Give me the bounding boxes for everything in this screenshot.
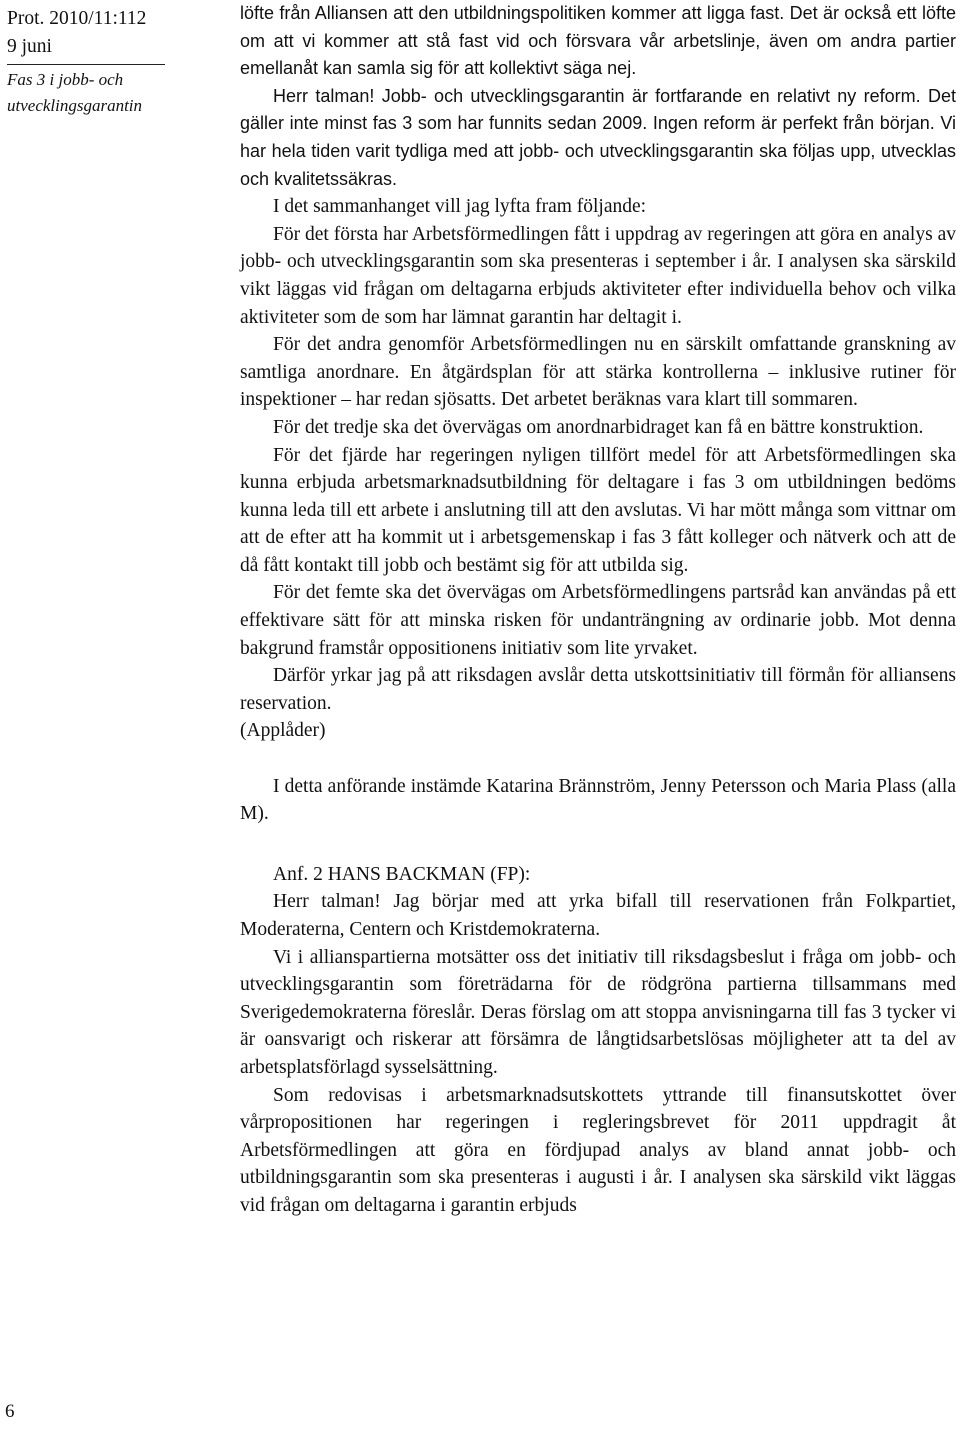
paragraph: För det andra genomför Arbetsförmedlingen nu en särskilt omfattande granskning av samtliga anordnare. En åtgärdsplan för att stärka kontrollerna – inklusive rutiner för inspektioner – har redan sjösatts. Det arbetet beräknas vara klart till sommaren.: [240, 334, 956, 411]
concurrence-note: I detta anförande instämde Katarina Brännström, Jenny Petersson och Maria Plass (alla M).: [240, 775, 956, 825]
protocol-date: 9 juni: [7, 36, 52, 57]
paragraph: Som redovisas i arbetsmarknadsutskottets yttrande till finansutskottet över vårpropositionen har regeringen i regleringsbrevet för 2011 uppdragit åt Arbetsförmedlingen att göra en fördjupad analys av bland annat jobb- och utbildningsgarantin som ska presenteras i augusti i år. I analysen ska särskild vikt läggas vid frågan om deltagarna i garantin erbjuds: [240, 1084, 956, 1216]
paragraph: Herr talman! Jobb- och utvecklingsgarantin är fortfarande en relativt ny reform. Det gäller inte minst fas 3 som har funnits sedan 2009. Ingen reform är perfekt från början. Vi har hela tiden varit tydliga med att jobb- och utvecklingsgarantin ska följas upp, utvecklas och kvalitetssäkras.: [240, 85, 956, 189]
spacer: [240, 745, 956, 773]
margin-topic: [7, 67, 222, 119]
topic-line: utvecklingsgarantin: [7, 96, 143, 115]
paragraph: löfte från Alliansen att den utbildningspolitiken kommer att ligga fast. Det är också ett löfte om att vi kommer att stå fast vid och försvara vår arbetslinje, även om andra partier emellanåt kan samla sig för att kollektivt säga nej.: [240, 3, 956, 79]
header-rule: [7, 64, 165, 65]
paragraph: För det femte ska det övervägas om Arbetsförmedlingens partsråd kan användas på ett effektivare sätt för att minska risken för undanträngning av ordinarie jobb. Mot denna bakgrund framstår oppositionens initiativ som lite yrvaket.: [240, 582, 956, 659]
paragraph: I det sammanhanget vill jag lyfta fram följande:: [273, 196, 647, 218]
paragraph: Vi i allianspartierna motsätter oss det initiativ till riksdagsbeslut i fråga om jobb- och utvecklingsgarantin som företrädarna för de rödgröna partierna tillsammans med Sverigedemokraterna föreslår. Deras förslag om att stoppa anvisningarna till fas 3 tycker vi är oansvarigt och riskerar att försämra de långtidsarbetslösas möjligheter att ta del av arbetsplatsförlagd sysselsättning.: [240, 946, 956, 1078]
protocol-number: Prot. 2010/11:112: [7, 8, 147, 29]
page-number: 6: [5, 1401, 15, 1422]
paragraph: För det fjärde har regeringen nyligen tillfört medel för att Arbetsförmedlingen ska kunna erbjuda arbetsmarknadsutbildning för deltagare i fas 3 om utbildningen bedöms kunna leda till ett arbete i anslutning till att den avslutas. Vi har mött många som vittnar om att de efter att ha kommit ut i arbetsgemenskap i fas 3 fått kolleger och nätverk och att de då fått kontakt till jobb och bestämt sig för att utbilda sig.: [240, 444, 956, 576]
margin-column: [0, 0, 225, 1433]
speech-heading: Anf. 2 HANS BACKMAN (FP):: [273, 863, 531, 885]
topic-line: Fas 3 i jobb- och: [7, 70, 124, 89]
protocol-header: [7, 5, 222, 61]
paragraph: För det tredje ska det övervägas om anordnarbidraget kan få en bättre konstruktion.: [273, 416, 924, 438]
applause: (Applåder): [240, 720, 326, 742]
paragraph: Därför yrkar jag på att riksdagen avslår detta utskottsinitiativ till förmån för alliansens reservation.: [240, 665, 956, 714]
paragraph: Herr talman! Jag börjar med att yrka bifall till reservationen från Folkpartiet, Moderaterna, Centern och Kristdemokraterna.: [240, 891, 956, 940]
paragraph: För det första har Arbetsförmedlingen fått i uppdrag av regeringen att göra en analys av jobb- och utvecklingsgarantin som ska presenteras i september i år. I analysen ska särskild vikt läggas vid frågan om deltagarna erbjuds aktiviteter efter individuella behov och vilka aktiviteter som de som har lämnat garantin har deltagit i.: [240, 223, 956, 328]
spacer: [240, 828, 956, 861]
main-text: [240, 0, 956, 1220]
